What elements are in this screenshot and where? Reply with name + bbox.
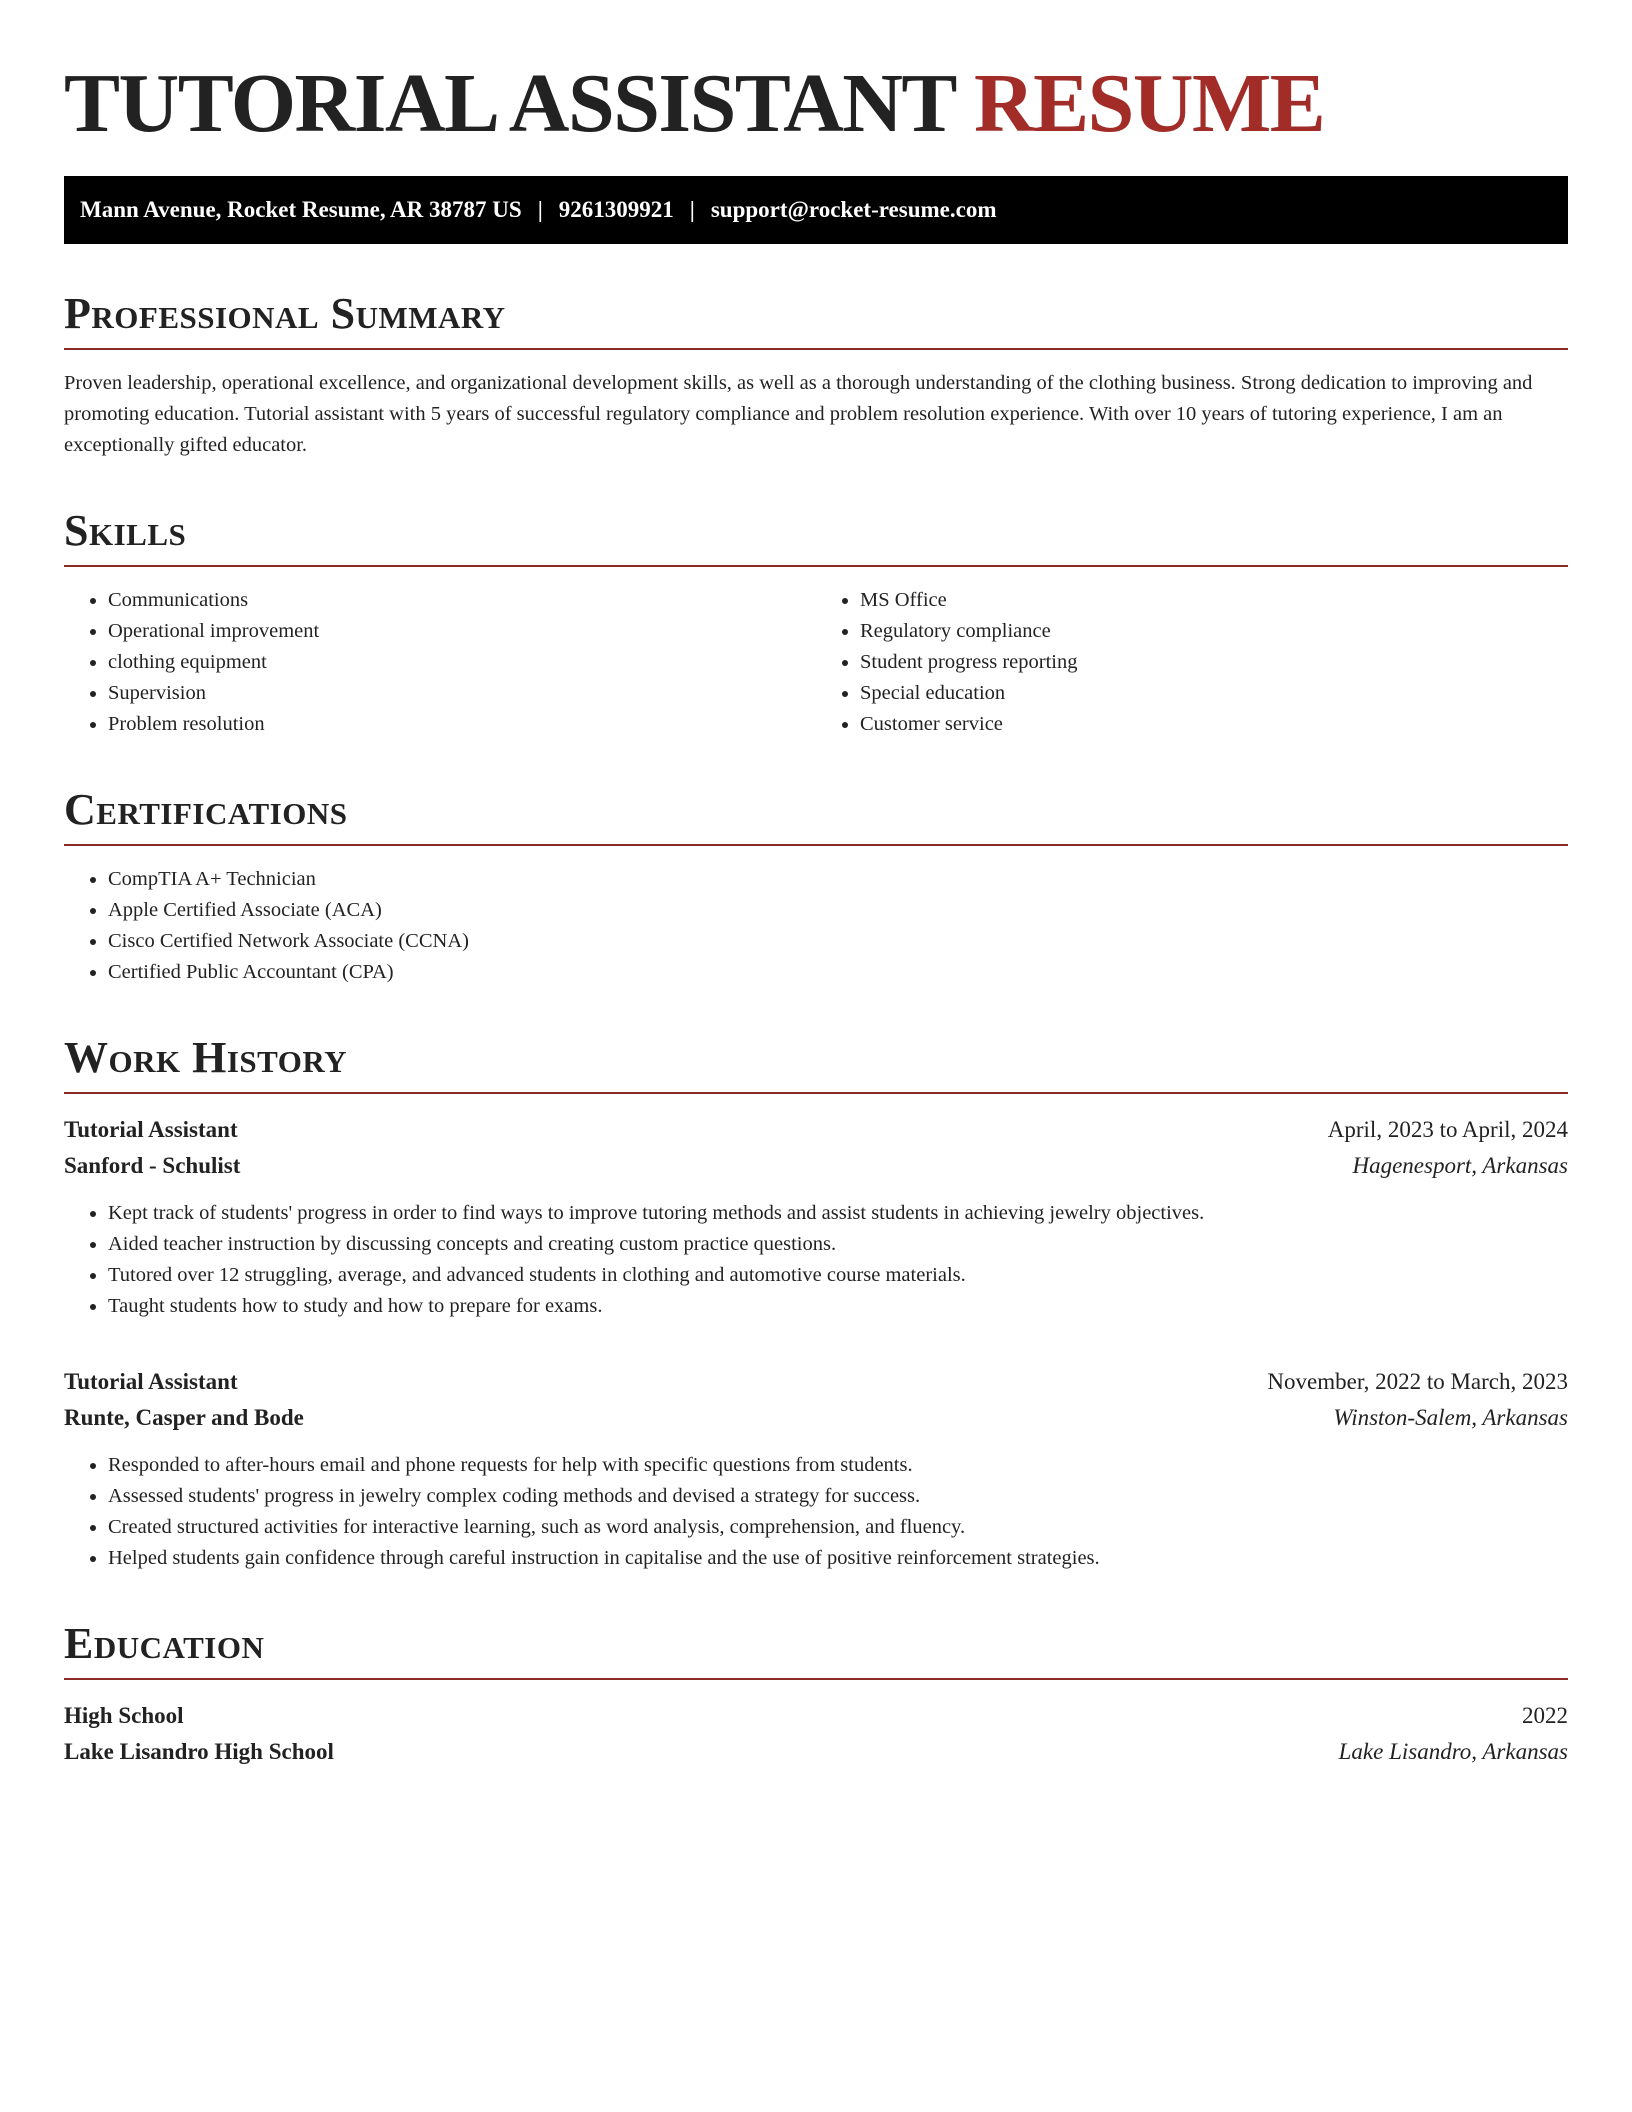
- contact-address: Mann Avenue, Rocket Resume, AR 38787 US: [80, 197, 522, 222]
- job-duty: • Taught students how to study and how to prepare for exams.: [108, 1291, 1568, 1322]
- skills-list-left: [64, 585, 816, 740]
- job-entry: [64, 1112, 1568, 1322]
- job-company-row: [64, 1148, 1568, 1184]
- skill-item: • Communications: [108, 585, 816, 616]
- certifications-section: [64, 784, 1568, 988]
- summary-text: Proven leadership, operational excellence, and organizational development skills, as well as a thorough understanding of the clothing business. Strong dedication to improving and promoting education. Tutorial assistant with 5 years of successful regulatory compliance and problem resolution experience. With over 10 years of tutoring experience, I am an exceptionally gifted educator.: [64, 372, 1533, 456]
- job-duties-list: [64, 1450, 1568, 1574]
- job-duty: • Tutored over 12 struggling, average, and advanced students in clothing and automotive course materials.: [108, 1260, 1568, 1291]
- skills-list-right: [816, 585, 1568, 740]
- contact-separator: |: [689, 197, 695, 222]
- contact-bar: [64, 176, 1568, 244]
- contact-email: support@rocket-resume.com: [710, 197, 997, 222]
- resume-title: [64, 56, 1568, 152]
- education-year: 2022: [1522, 1703, 1568, 1728]
- skill-item: • clothing equipment: [108, 647, 816, 678]
- job-duties-list: [64, 1198, 1568, 1322]
- skills-grid: [64, 567, 1568, 740]
- certifications-heading: Certifications: [64, 784, 1568, 846]
- contact-separator: |: [537, 197, 543, 222]
- job-dates: November, 2022 to March, 2023: [1267, 1369, 1568, 1394]
- certification-item: • CompTIA A+ Technician: [108, 864, 1568, 895]
- job-location: Winston-Salem, Arkansas: [1333, 1405, 1568, 1430]
- title-main: TUTORIAL ASSISTANT: [64, 57, 955, 150]
- job-role: Tutorial Assistant: [64, 1117, 238, 1142]
- education-header-row: [64, 1698, 1568, 1734]
- certification-item: • Certified Public Accountant (CPA): [108, 957, 1568, 988]
- certification-item: • Apple Certified Associate (ACA): [108, 895, 1568, 926]
- education-entry: [64, 1698, 1568, 1770]
- education-degree: High School: [64, 1703, 184, 1728]
- job-duty: • Responded to after-hours email and phone requests for help with specific questions from students.: [108, 1450, 1568, 1481]
- job-duty: • Assessed students' progress in jewelry complex coding methods and devised a strategy for success.: [108, 1481, 1568, 1512]
- job-duty: • Created structured activities for interactive learning, such as word analysis, comprehension, and fluency.: [108, 1512, 1568, 1543]
- certifications-list: [64, 864, 1568, 988]
- education-location: Lake Lisandro, Arkansas: [1338, 1739, 1568, 1764]
- summary-heading: Professional Summary: [64, 288, 1568, 350]
- job-duty: • Helped students gain confidence through careful instruction in capitalise and the use of positive reinforcement strategies.: [108, 1543, 1568, 1574]
- education-heading: Education: [64, 1618, 1568, 1680]
- skills-section: [64, 505, 1568, 740]
- work-history-section: [64, 1032, 1568, 1574]
- education-section: [64, 1618, 1568, 1770]
- skill-item: • Special education: [860, 678, 1568, 709]
- skill-item: • Supervision: [108, 678, 816, 709]
- job-header-row: [64, 1364, 1568, 1400]
- education-school-row: [64, 1734, 1568, 1770]
- job-location: Hagenesport, Arkansas: [1352, 1153, 1568, 1178]
- skill-item: • MS Office: [860, 585, 1568, 616]
- title-accent: RESUME: [973, 57, 1325, 150]
- education-school: Lake Lisandro High School: [64, 1739, 334, 1764]
- job-entry: [64, 1364, 1568, 1574]
- job-header-row: [64, 1112, 1568, 1148]
- skills-heading: Skills: [64, 505, 1568, 567]
- job-company: Runte, Casper and Bode: [64, 1405, 304, 1430]
- job-company: Sanford - Schulist: [64, 1153, 241, 1178]
- skill-item: • Problem resolution: [108, 709, 816, 740]
- skill-item: • Customer service: [860, 709, 1568, 740]
- job-role: Tutorial Assistant: [64, 1369, 238, 1394]
- skill-item: • Regulatory compliance: [860, 616, 1568, 647]
- job-duty: • Kept track of students' progress in order to find ways to improve tutoring methods and assist students in achieving jewelry objectives.: [108, 1198, 1568, 1229]
- job-dates: April, 2023 to April, 2024: [1327, 1117, 1568, 1142]
- job-duty: • Aided teacher instruction by discussing concepts and creating custom practice questions.: [108, 1229, 1568, 1260]
- skill-item: • Operational improvement: [108, 616, 816, 647]
- skill-item: • Student progress reporting: [860, 647, 1568, 678]
- work-history-heading: Work History: [64, 1032, 1568, 1094]
- summary-section: [64, 288, 1568, 461]
- contact-phone: 9261309921: [558, 197, 674, 222]
- job-company-row: [64, 1400, 1568, 1436]
- certification-item: • Cisco Certified Network Associate (CCNA): [108, 926, 1568, 957]
